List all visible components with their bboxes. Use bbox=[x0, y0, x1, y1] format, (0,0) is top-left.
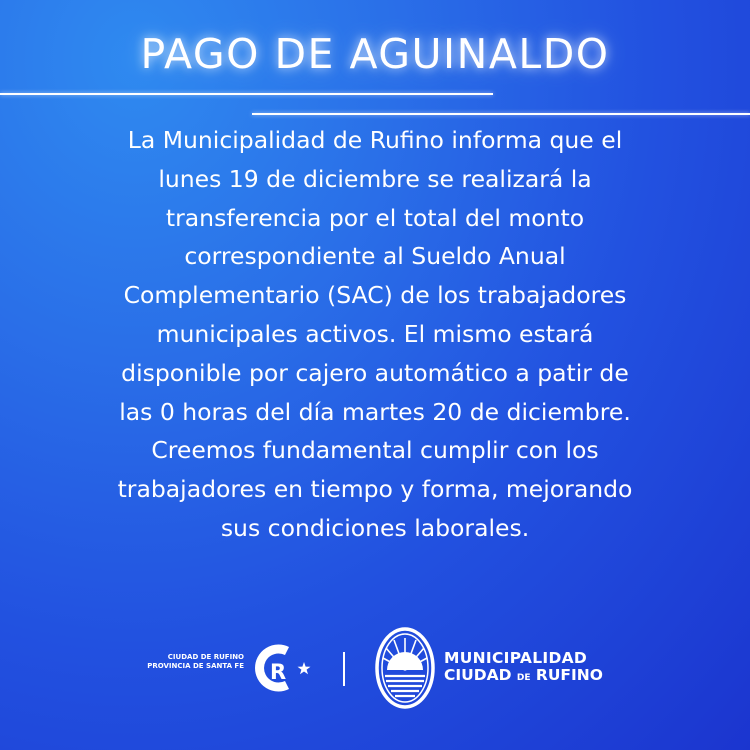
municipality-line2-de: DE bbox=[516, 673, 531, 683]
body-line: transferencia por el total del monto bbox=[165, 203, 585, 232]
body-line: correspondiente al Sueldo Anual bbox=[184, 242, 566, 271]
svg-text:R: R bbox=[270, 660, 287, 684]
municipality-line2-name: RUFINO bbox=[530, 666, 603, 684]
city-name: CIUDAD DE RUFINO bbox=[167, 653, 244, 661]
body-line: trabajadores en tiempo y forma, mejorando bbox=[117, 475, 633, 504]
province-name: PROVINCIA DE SANTA FE bbox=[147, 662, 244, 670]
cr-star-logo-icon bbox=[250, 640, 314, 700]
announcement-body bbox=[10, 121, 740, 548]
title-underline-left bbox=[0, 93, 493, 95]
municipality-line2 bbox=[444, 667, 603, 687]
municipality-line1: MUNICIPALIDAD bbox=[444, 649, 588, 667]
body-line: lunes 19 de diciembre se realizará la bbox=[158, 164, 592, 193]
body-line: las 0 horas del día martes 20 de diciembre. bbox=[119, 397, 631, 426]
body-line: sus condiciones laborales. bbox=[220, 513, 530, 542]
city-brand-text bbox=[130, 653, 244, 671]
municipality-name bbox=[444, 650, 603, 687]
footer-divider bbox=[343, 652, 345, 686]
body-line: La Municipalidad de Rufino informa que el bbox=[127, 126, 623, 154]
municipal-seal-icon bbox=[374, 626, 436, 714]
municipality-line2-city: CIUDAD bbox=[444, 666, 517, 684]
body-line: municipales activos. El mismo estará bbox=[156, 319, 594, 348]
body-line: Complementario (SAC) de los trabajadores bbox=[123, 281, 627, 310]
title-underline-right bbox=[252, 113, 750, 115]
poster-title: PAGO DE AGUINALDO bbox=[140, 30, 610, 78]
body-line: disponible por cajero automático a patir de bbox=[121, 358, 629, 387]
body-line: Creemos fundamental cumplir con los bbox=[151, 436, 599, 465]
